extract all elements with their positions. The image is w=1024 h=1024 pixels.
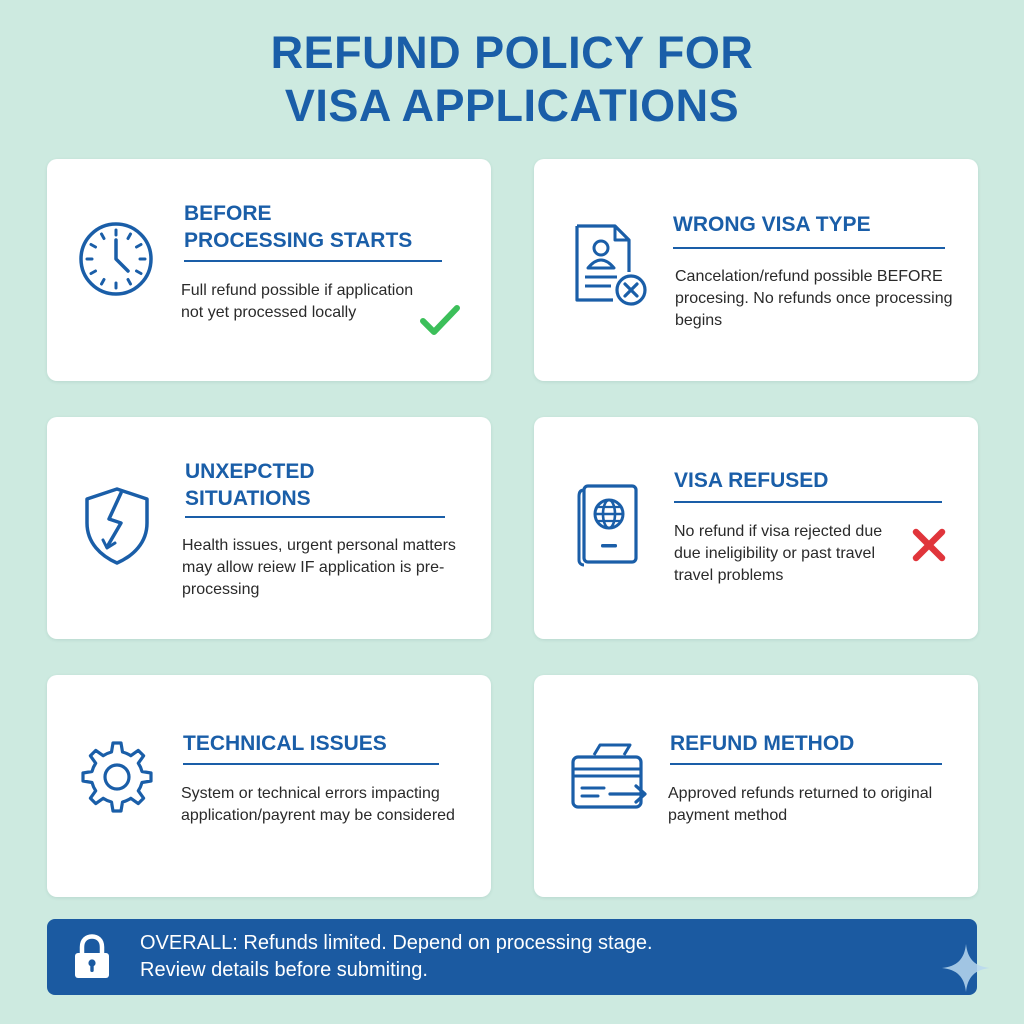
- card-visa-refused: [534, 417, 978, 639]
- card-before-processing: [47, 159, 491, 381]
- card-technical-issues: [47, 675, 491, 897]
- card-heading: BEFORE PROCESSING STARTS: [184, 202, 413, 252]
- card-body: System or technical errors impacting application/payrent may be considered: [181, 785, 455, 824]
- page-title: [0, 26, 1024, 132]
- gear-icon: [79, 739, 155, 815]
- card-heading: REFUND METHOD: [670, 732, 855, 755]
- card-wrong-visa-type: [534, 159, 978, 381]
- banner-line-1: OVERALL: Refunds limited. Depend on processing stage.: [140, 932, 653, 954]
- card-heading: TECHNICAL ISSUES: [183, 732, 387, 755]
- card-body: Approved refunds returned to original payment method: [668, 785, 933, 824]
- heading-divider: [183, 763, 439, 765]
- passport-icon: [575, 482, 641, 568]
- document-cancel-icon: [571, 222, 653, 308]
- card-heading: UNXEPCTED SITUATIONS: [185, 460, 315, 510]
- card-heading: VISA REFUSED: [674, 469, 829, 492]
- banner-line-2: Review details before submiting.: [140, 959, 428, 981]
- title-line-2: VISA APPLICATIONS: [284, 80, 740, 131]
- broken-shield-icon: [81, 485, 153, 567]
- card-body: Health issues, urgent personal matters may allow reiew IF application is pre- processing: [182, 537, 456, 598]
- heading-divider: [184, 260, 442, 262]
- heading-divider: [674, 501, 942, 503]
- overall-banner: [47, 919, 977, 995]
- card-refund-icon: [570, 743, 652, 819]
- lock-icon: [72, 934, 112, 980]
- title-line-1: REFUND POLICY FOR: [270, 27, 754, 78]
- card-body: Full refund possible if application not yet processed locally: [181, 282, 414, 321]
- check-icon: [419, 303, 461, 342]
- heading-divider: [185, 516, 445, 518]
- sparkle-icon: [940, 942, 992, 999]
- heading-divider: [670, 763, 942, 765]
- clock-icon: [78, 221, 154, 297]
- card-body: No refund if visa rejected due due ineligibility or past travel travel problems: [674, 523, 883, 584]
- heading-divider: [673, 247, 945, 249]
- card-heading: WRONG VISA TYPE: [673, 213, 871, 236]
- card-refund-method: [534, 675, 978, 897]
- card-unexpected-situations: [47, 417, 491, 639]
- card-body: Cancelation/refund possible BEFORE procesing. No refunds once processing begins: [675, 268, 953, 329]
- cross-icon: [911, 527, 947, 568]
